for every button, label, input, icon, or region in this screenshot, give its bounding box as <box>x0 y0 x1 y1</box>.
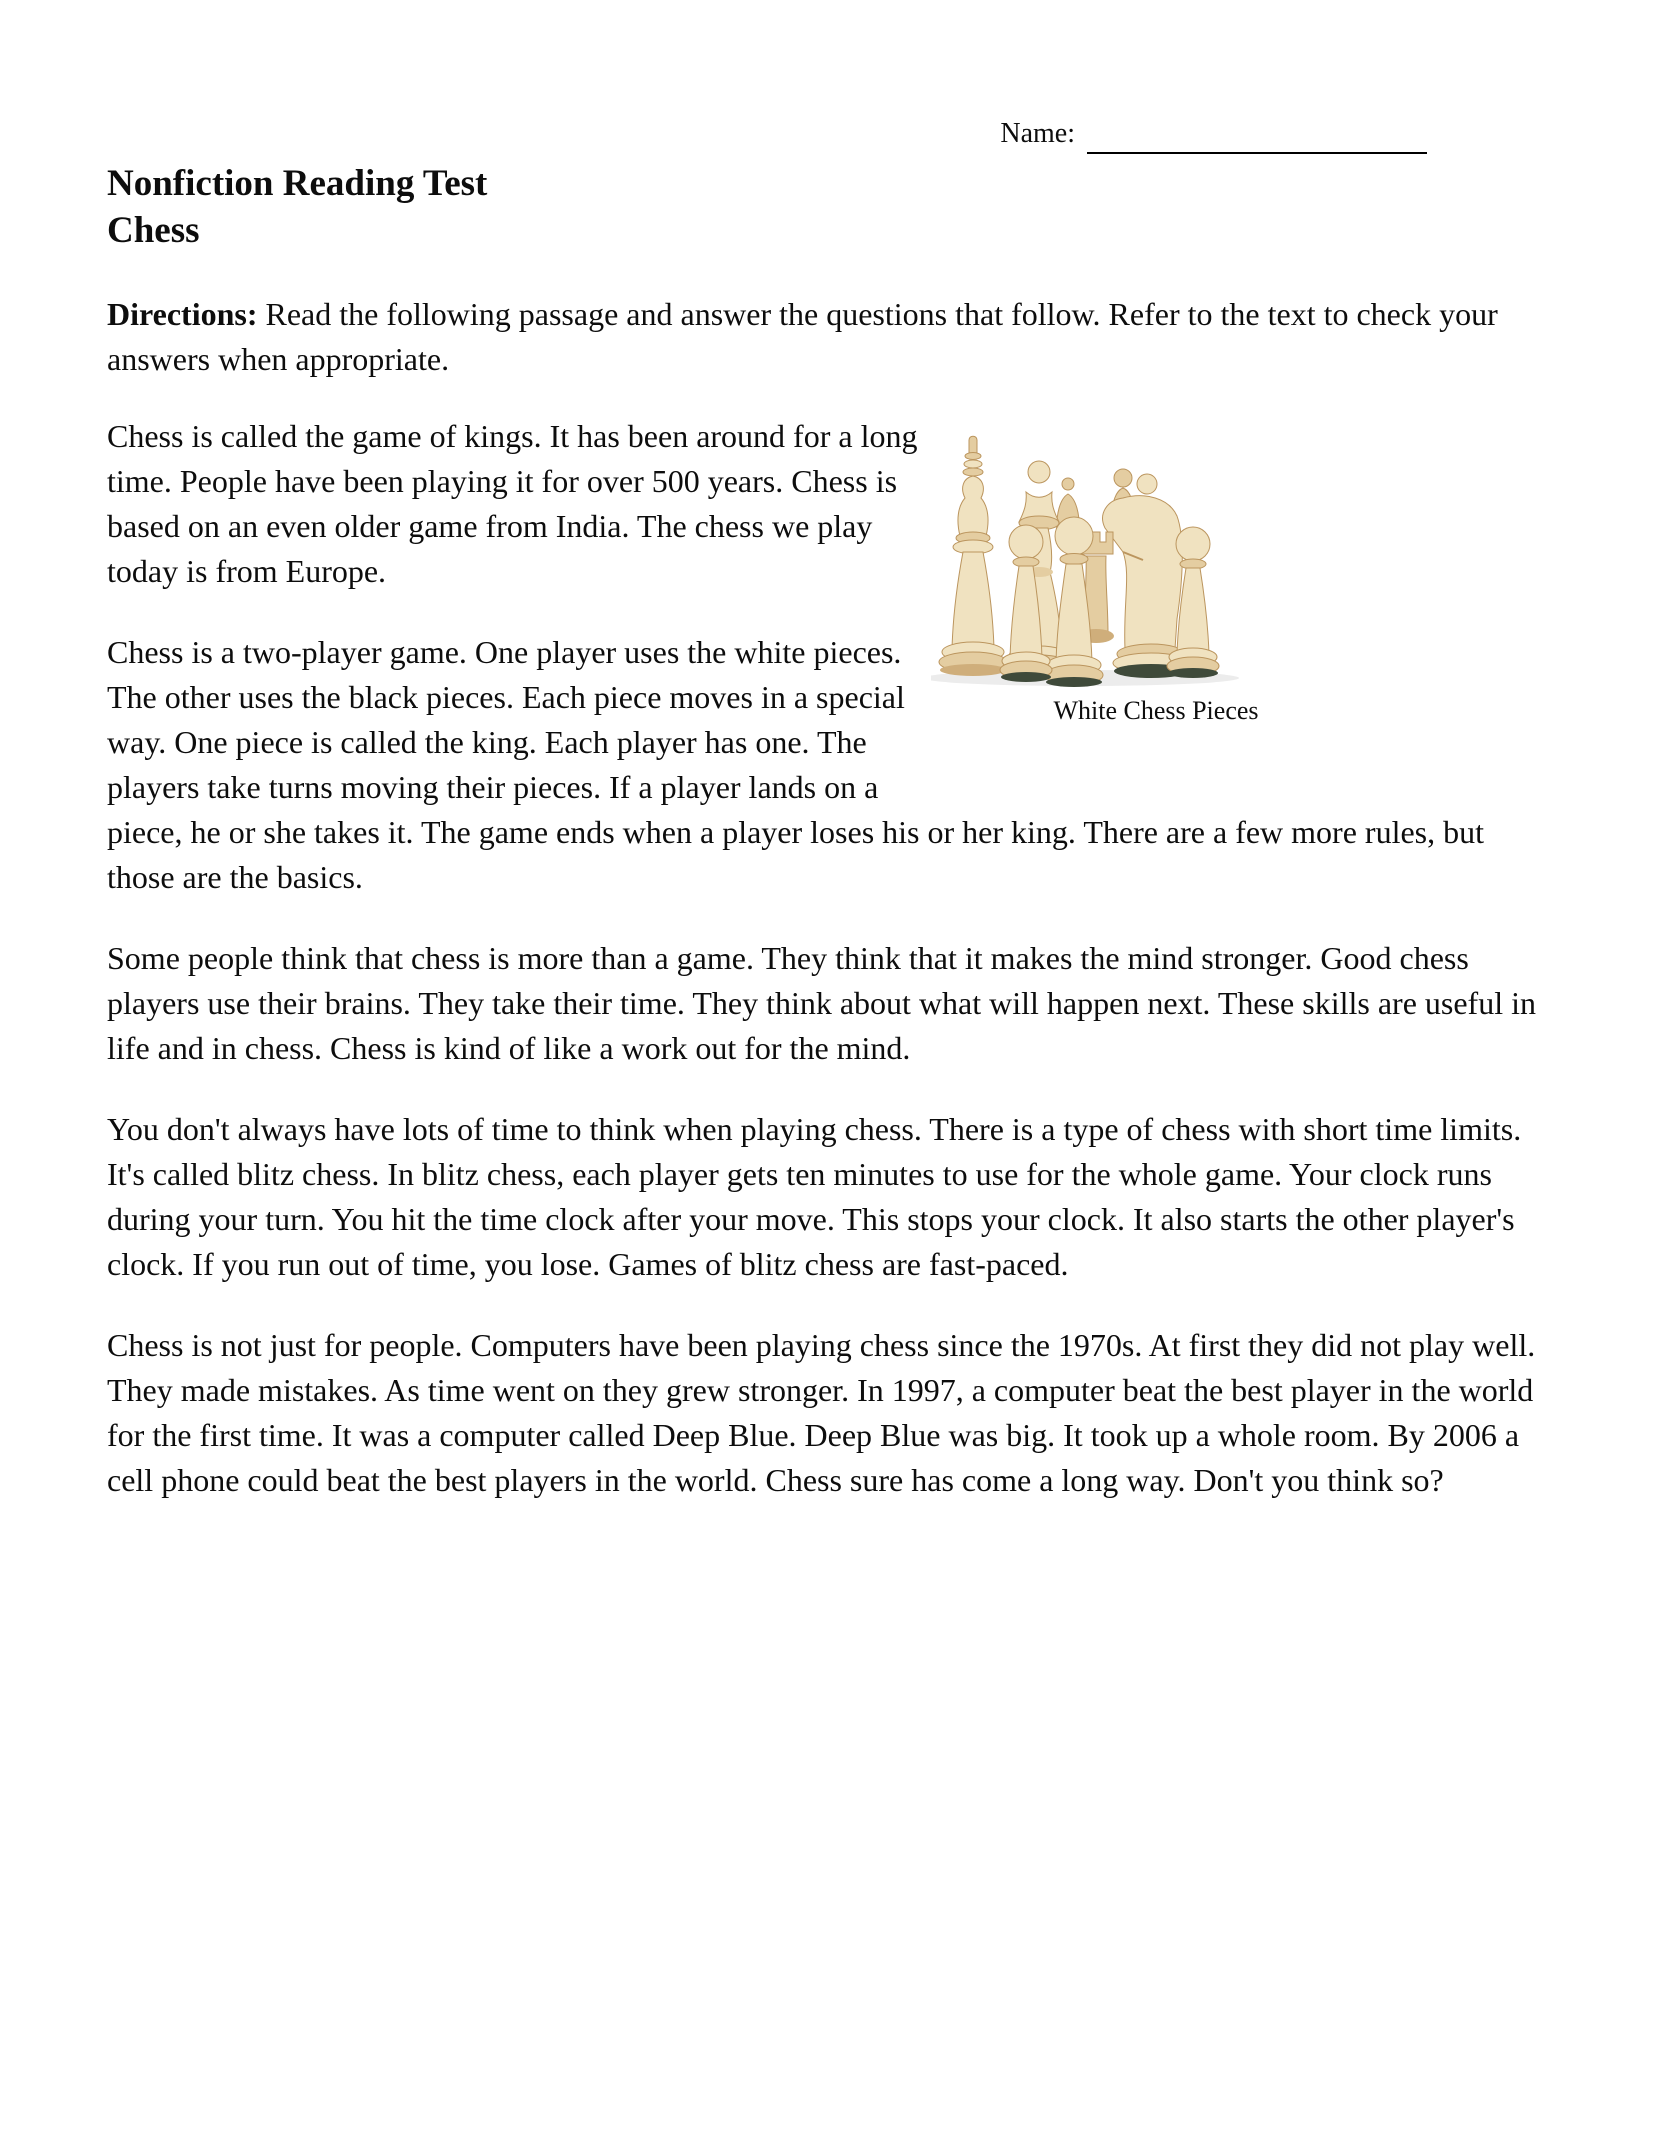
king-piece <box>939 436 1007 676</box>
title-block <box>107 160 1551 254</box>
directions <box>107 292 1551 382</box>
passage-paragraph-3: Some people think that chess is more than a game. They think that it makes the mind stronger. Good chess players use their brains. They take their time. They think about what will happen next. These skills are useful in life and in chess. Chess is kind of like a work out for the mind. <box>107 940 1536 1066</box>
directions-text: Read the following passage and answer the questions that follow. Refer to the text to check your answers when appropriate. <box>107 296 1498 377</box>
passage <box>107 414 1551 1503</box>
directions-label: Directions: <box>107 296 258 332</box>
name-row <box>107 112 1551 154</box>
passage-paragraph-1: Chess is called the game of kings. It has been around for a long time. People have been playing it for over 500 years. Chess is based on an even older game from India. The chess we play today is from Europe. <box>107 418 918 589</box>
chess-pieces-illustration <box>931 414 1381 689</box>
page-title: Nonfiction Reading Test <box>107 163 488 204</box>
figure-caption: White Chess Pieces <box>1053 696 1259 725</box>
chess-pieces-image <box>931 414 1381 689</box>
passage-paragraph-4: You don't always have lots of time to think when playing chess. There is a type of chess with short time limits. It's called blitz chess. In blitz chess, each player gets ten minutes to use for the whole game. Your clock runs during your turn. You hit the time clock after your move. This stops your clock. It also starts the other player's clock. If you run out of time, you lose. Games of blitz chess are fast-paced. <box>107 1111 1522 1282</box>
passage-paragraph-2: Chess is a two-player game. One player uses the white pieces. The other uses the black pieces. Each piece moves in a special way. One piece is called the king. Each player has one. The players take turns moving their pieces. If a player lands on a piece, he or she takes it. The game ends when a player loses his or her king. There are a few more rules, but those are the basics. <box>107 634 1484 895</box>
name-label: Name: <box>1000 118 1075 149</box>
passage-paragraph-5: Chess is not just for people. Computers have been playing chess since the 1970s. At first they did not play well. They made mistakes. As time went on they grew stronger. In 1997, a computer beat the best player in the world for the first time. It was a computer called Deep Blue. Deep Blue was big. It took up a whole room. By 2006 a cell phone could beat the best players in the world. Chess sure has come a long way. Don't you think so? <box>107 1327 1536 1498</box>
page-subtitle: Chess <box>107 210 200 251</box>
knight-piece <box>1103 474 1189 678</box>
chess-pieces-figure <box>931 414 1551 796</box>
name-blank-line <box>1087 120 1427 154</box>
